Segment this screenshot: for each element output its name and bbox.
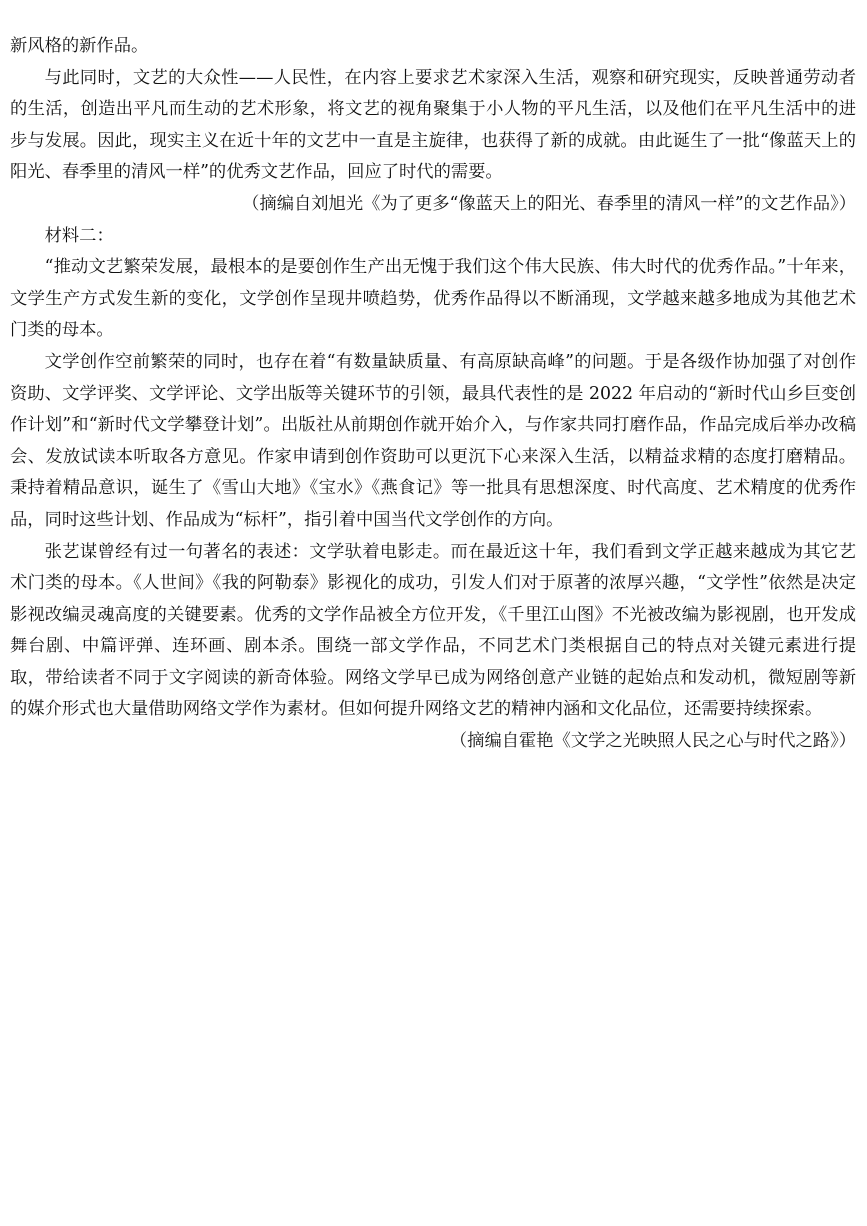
- paragraph-body: 与此同时，文艺的大众性——人民性，在内容上要求艺术家深入生活，观察和研究现实，反映普通劳动者的生活，创造出平凡而生动的艺术形象，将文艺的视角聚集于小人物的平凡生活，以及他们在平凡生活中的进步与发展。因此，现实主义在近十年的文艺中一直是主旋律，也获得了新的成就。由此诞生了一批“像蓝天上的阳光、春季里的清风一样”的优秀文艺作品，回应了时代的需要。: [10, 67, 856, 183]
- paragraph-body: 文学创作空前繁荣的同时，也存在着“有数量缺质量、有高原缺高峰”的问题。于是各级作协加强了对创作资助、文学评奖、文学评论、文学出版等关键环节的引领，最具代表性的是 2022 年启动的“新时代山乡巨变创作计划”和“新时代文学攀登计划”。出版社从前期创作就开始介入，与作家共同打磨作品，作品完成后举办改稿会、发放试读本听取各方意见。作家申请到创作资助可以更沉下心来深入生活，以精益求精的态度打磨精品。秉持着精品意识，诞生了《雪山大地》《宝水》《燕食记》等一批具有思想深度、时代高度、艺术精度的优秀作品，同时这些计划、作品成为“标杆”，指引着中国当代文学创作的方向。: [10, 351, 856, 530]
- paragraph-body: 张艺谋曾经有过一句著名的表述：文学驮着电影走。而在最近这十年，我们看到文学正越来越成为其它艺术门类的母本。《人世间》《我的阿勒泰》影视化的成功，引发人们对于原著的浓厚兴趣，“文学性”依然是决定影视改编灵魂高度的关键要素。优秀的文学作品被全方位开发，《千里江山图》不光被改编为影视剧，也开发成舞台剧、中篇评弹、连环画、剧本杀。围绕一部文学作品，不同艺术门类根据自己的特点对关键元素进行提取，带给读者不同于文字阅读的新奇体验。网络文学早已成为网络创意产业链的起始点和发动机，微短剧等新的媒介形式也大量借助网络文学作为素材。但如何提升网络文艺的精神内涵和文化品位，还需要持续探索。: [10, 541, 856, 720]
- document-page: [10, 36, 856, 758]
- source-citation: （摘编自刘旭光《为了更多“像蓝天上的阳光、春季里的清风一样”的文艺作品》）: [242, 193, 856, 214]
- section-heading: 材料二：: [44, 225, 114, 246]
- source-citation: （摘编自霍艳《文学之光映照人民之心与时代之路》）: [449, 731, 856, 752]
- paragraph-body: “推动文艺繁荣发展，最根本的是要创作生产出无愧于我们这个伟大民族、伟大时代的优秀作品。”十年来，文学生产方式发生新的变化，文学创作呈现井喷趋势，优秀作品得以不断涌现，文学越来越多地成为其他艺术门类的母本。: [10, 257, 856, 341]
- paragraph-continuation: 新风格的新作品。: [10, 36, 149, 56]
